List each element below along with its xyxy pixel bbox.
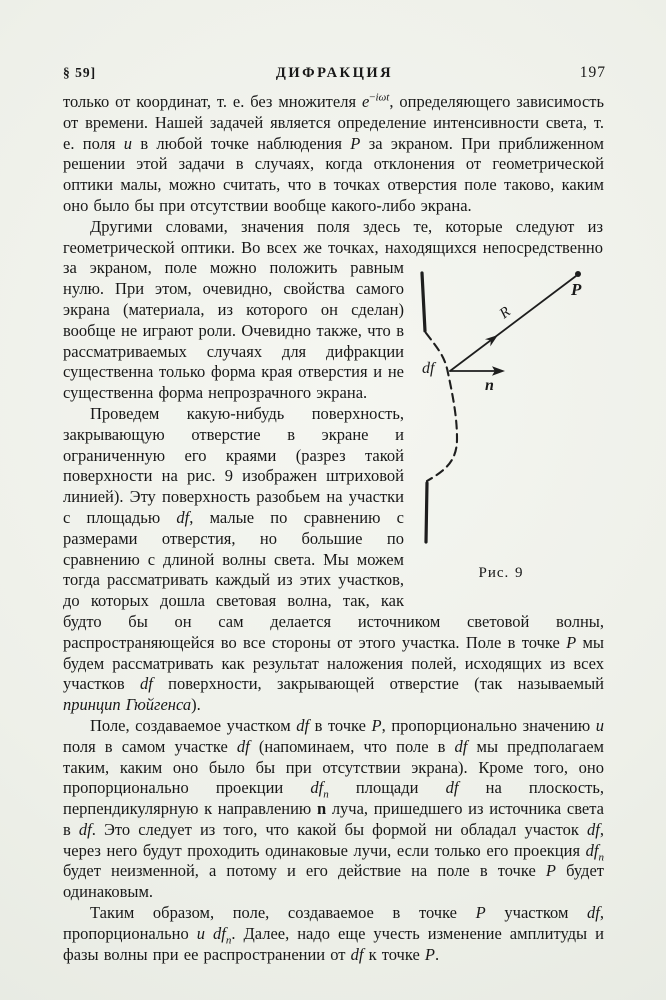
text-block [63,92,604,965]
running-header [63,64,606,82]
screen-edge-top [422,273,425,331]
figure-9 [414,261,604,584]
label-R: R [496,303,514,322]
figure-spacer [603,217,604,261]
label-P: P [571,279,582,299]
paragraph-5: Таким образом, поле, создаваемое в точке P участком df, пропорционально u $df_n$. Далее, надо еще учесть изменение амплитуды и фазы волны при ее распространении от df к точке P. [63,903,605,964]
paragraph-2: Другими словами, значения поля здесь те, которые следуют из геометрической оптики. Во всех же точках, находящихся непосредственно за экраном, поле можно положить равным нулю. При этом, очевидно, свойства самого экрана (материала, из которого он сделан) вообще не играют роли. Очевидно также, что в рассматриваемых случаях для дифракции существенна только форма края отверстия и не существенна форма непрозрачного экрана. [63,216,603,403]
ray-R-arrowhead [485,335,498,346]
label-df: df [422,359,435,377]
point-P-dot [575,271,581,277]
paragraph-3: Проведем какую-нибудь поверхность, закрывающую отверстие в экране и ограниченную его краями (разрез такой поверхности на рис. 9 изображен штриховой линией). Эту поверхность разобьем на участки с площадью df, малые по сравнению с размерами отверстия, но большие по сравнению с длиной волны света. Мы можем тогда рассматривать каждый из этих участков, до которых дошла световая волна, так, как будто бы он сам делается источником световой волны, распространяющейся во все стороны от этого участка. Поле в точке P мы будем рассматривать как результат наложения полей, исходящих из всех участков df поверхности, закрывающей отверстие (так называемый принцип Гюйгенса). [63,403,605,715]
paragraph-1: только от координат, т. е. без множителя $e^{-i\omega t}$, определяющего зависимость от времени. Нашей задачей является определение интенсивности света, т. е. поля u в любой точке наблюдения P за экраном. При приближенном решении этой задачи в случаях, когда отклонения от геометрической оптики малы, можно считать, что в точках отверстия поле таково, каким оно было бы при отсутствии вообще какого-либо экрана. [63,91,605,215]
label-n: n [485,376,494,394]
section-number: § 59] [63,65,97,80]
chapter-title: ДИФРАКЦИЯ [275,65,394,81]
figure-caption: Рис. 9 [478,564,524,581]
paragraph-4: Поле, создаваемое участком df в точке P, пропорционально значению u поля в самом участке df (напоминаем, что поле в df мы предполагаем таким, каким оно было бы при отсутствии экрана). Кроме того, оно пропорционально проекции $df_n$ площади df на плоскость, перпендикулярную к направлению n луча, пришедшего из источника света в df. Это следует из того, что какой бы формой ни обладал участок df, через него будут проходить одинаковые лучи, если только его проекция $df_n$ будет неизменной, а потому и его действие на поле в точке P будет одинаковым. [63,715,605,902]
screen-edge-bottom [426,483,427,542]
diffraction-diagram [414,261,604,561]
huygens-surface-dashed [426,333,457,481]
ray-R-line [450,276,576,371]
page-number: 197 [579,64,606,81]
